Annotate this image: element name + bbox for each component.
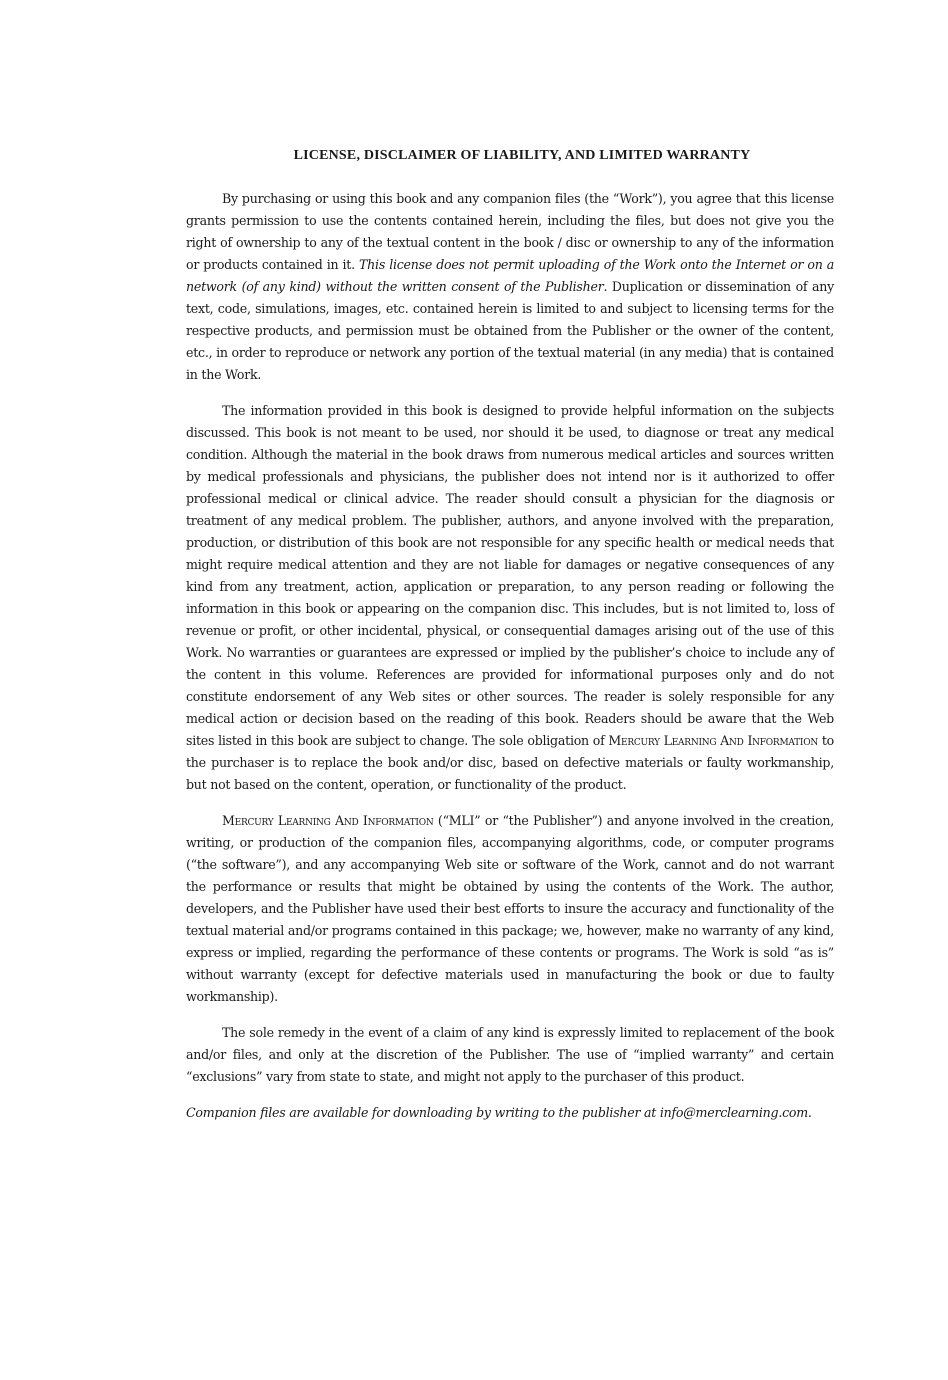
- license-restriction-text: This license does not permit uploading of the Work onto the Internet or on a network (of any kind) without the written consent of the Publisher: [186, 257, 834, 294]
- companion-files-note: Companion files are available for downloading by writing to the publisher at info@merclearning.com.: [186, 1105, 812, 1120]
- license-text: By purchasing or using this book and any companion files (the “Work”), you agree that this license grants permission to use the contents contained herein, including the files, but does not give you the right of ownership to any of the textual content in the book / disc or ownership to any of the information or products contained in it.: [186, 191, 834, 272]
- medical-disclaimer-text-continued: to the purchaser is to replace the book and/or disc, based on defective materials or faulty workmanship, but not based on the content, operation, or functionality of the product.: [186, 733, 834, 792]
- medical-disclaimer-text: The information provided in this book is designed to provide helpful information on the subjects discussed. This book is not meant to be used, nor should it be used, to diagnose or treat any medical condition. Although the material in the book draws from numerous medical articles and sources written by medical professionals and physicians, the publisher does not intend nor is it authorized to offer professional medical or clinical advice. The reader should consult a physician for the diagnosis or treatment of any medical problem. The publisher, authors, and anyone involved with the preparation, production, or distribution of this book are not responsible for any specific health or medical needs that might require medical attention and they are not liable for damages or negative consequences of any kind from any treatment, action, application or preparation, to any person reading or following the information in this book or appearing on the companion disc. This includes, but is not limited to, loss of revenue or profit, or other incidental, physical, or consequential damages arising out of the use of this Work. No warranties or guarantees are expressed or implied by the publisher’s choice to include any of the content in this volume. References are provided for informational purposes only and do not constitute endorsement of any Web sites or other sources. The reader is solely responsible for any medical action or decision based on the reading of this book. Readers should be aware that the Web sites listed in this book are subject to change. The sole obligation of: [186, 403, 834, 748]
- page-title: LICENSE, DISCLAIMER OF LIABILITY, AND LIMITED WARRANTY: [293, 148, 751, 163]
- publisher-name: Mercury Learning And Information: [608, 733, 818, 748]
- paragraph-license: [186, 188, 834, 386]
- publisher-name: Mercury Learning And Information: [222, 813, 434, 828]
- license-text-continued: . Duplication or dissemination of any text, code, simulations, images, etc. contained herein is limited to and subject to licensing terms for the respective products, and permission must be obtained from the Publisher or the owner of the content, etc., in order to reproduce or network any portion of the textual material (in any media) that is contained in the Work.: [186, 279, 834, 382]
- warranty-text: (“MLI” or “the Publisher”) and anyone involved in the creation, writing, or production of the companion files, accompanying algorithms, code, or computer programs (“the software”), and any accompanying Web site or software of the Work, cannot and do not warrant the performance or results that might be obtained by using the contents of the Work. The author, developers, and the Publisher have used their best efforts to insure the accuracy and functionality of the textual material and/or programs contained in this package; we, however, make no warranty of any kind, express or implied, regarding the performance of these contents or programs. The Work is sold “as is” without warranty (except for defective materials used in manufacturing the book or due to faulty workmanship).: [186, 813, 834, 1004]
- paragraph-warranty: [186, 810, 834, 1008]
- paragraph-remedy: The sole remedy in the event of a claim of any kind is expressly limited to replacement of the book and/or files, and only at the discretion of the Publisher. The use of “implied warranty” and certain “exclusions” vary from state to state, and might not apply to the purchaser of this product.: [186, 1025, 834, 1084]
- paragraph-medical-disclaimer: [186, 400, 834, 796]
- license-content: [186, 146, 834, 1124]
